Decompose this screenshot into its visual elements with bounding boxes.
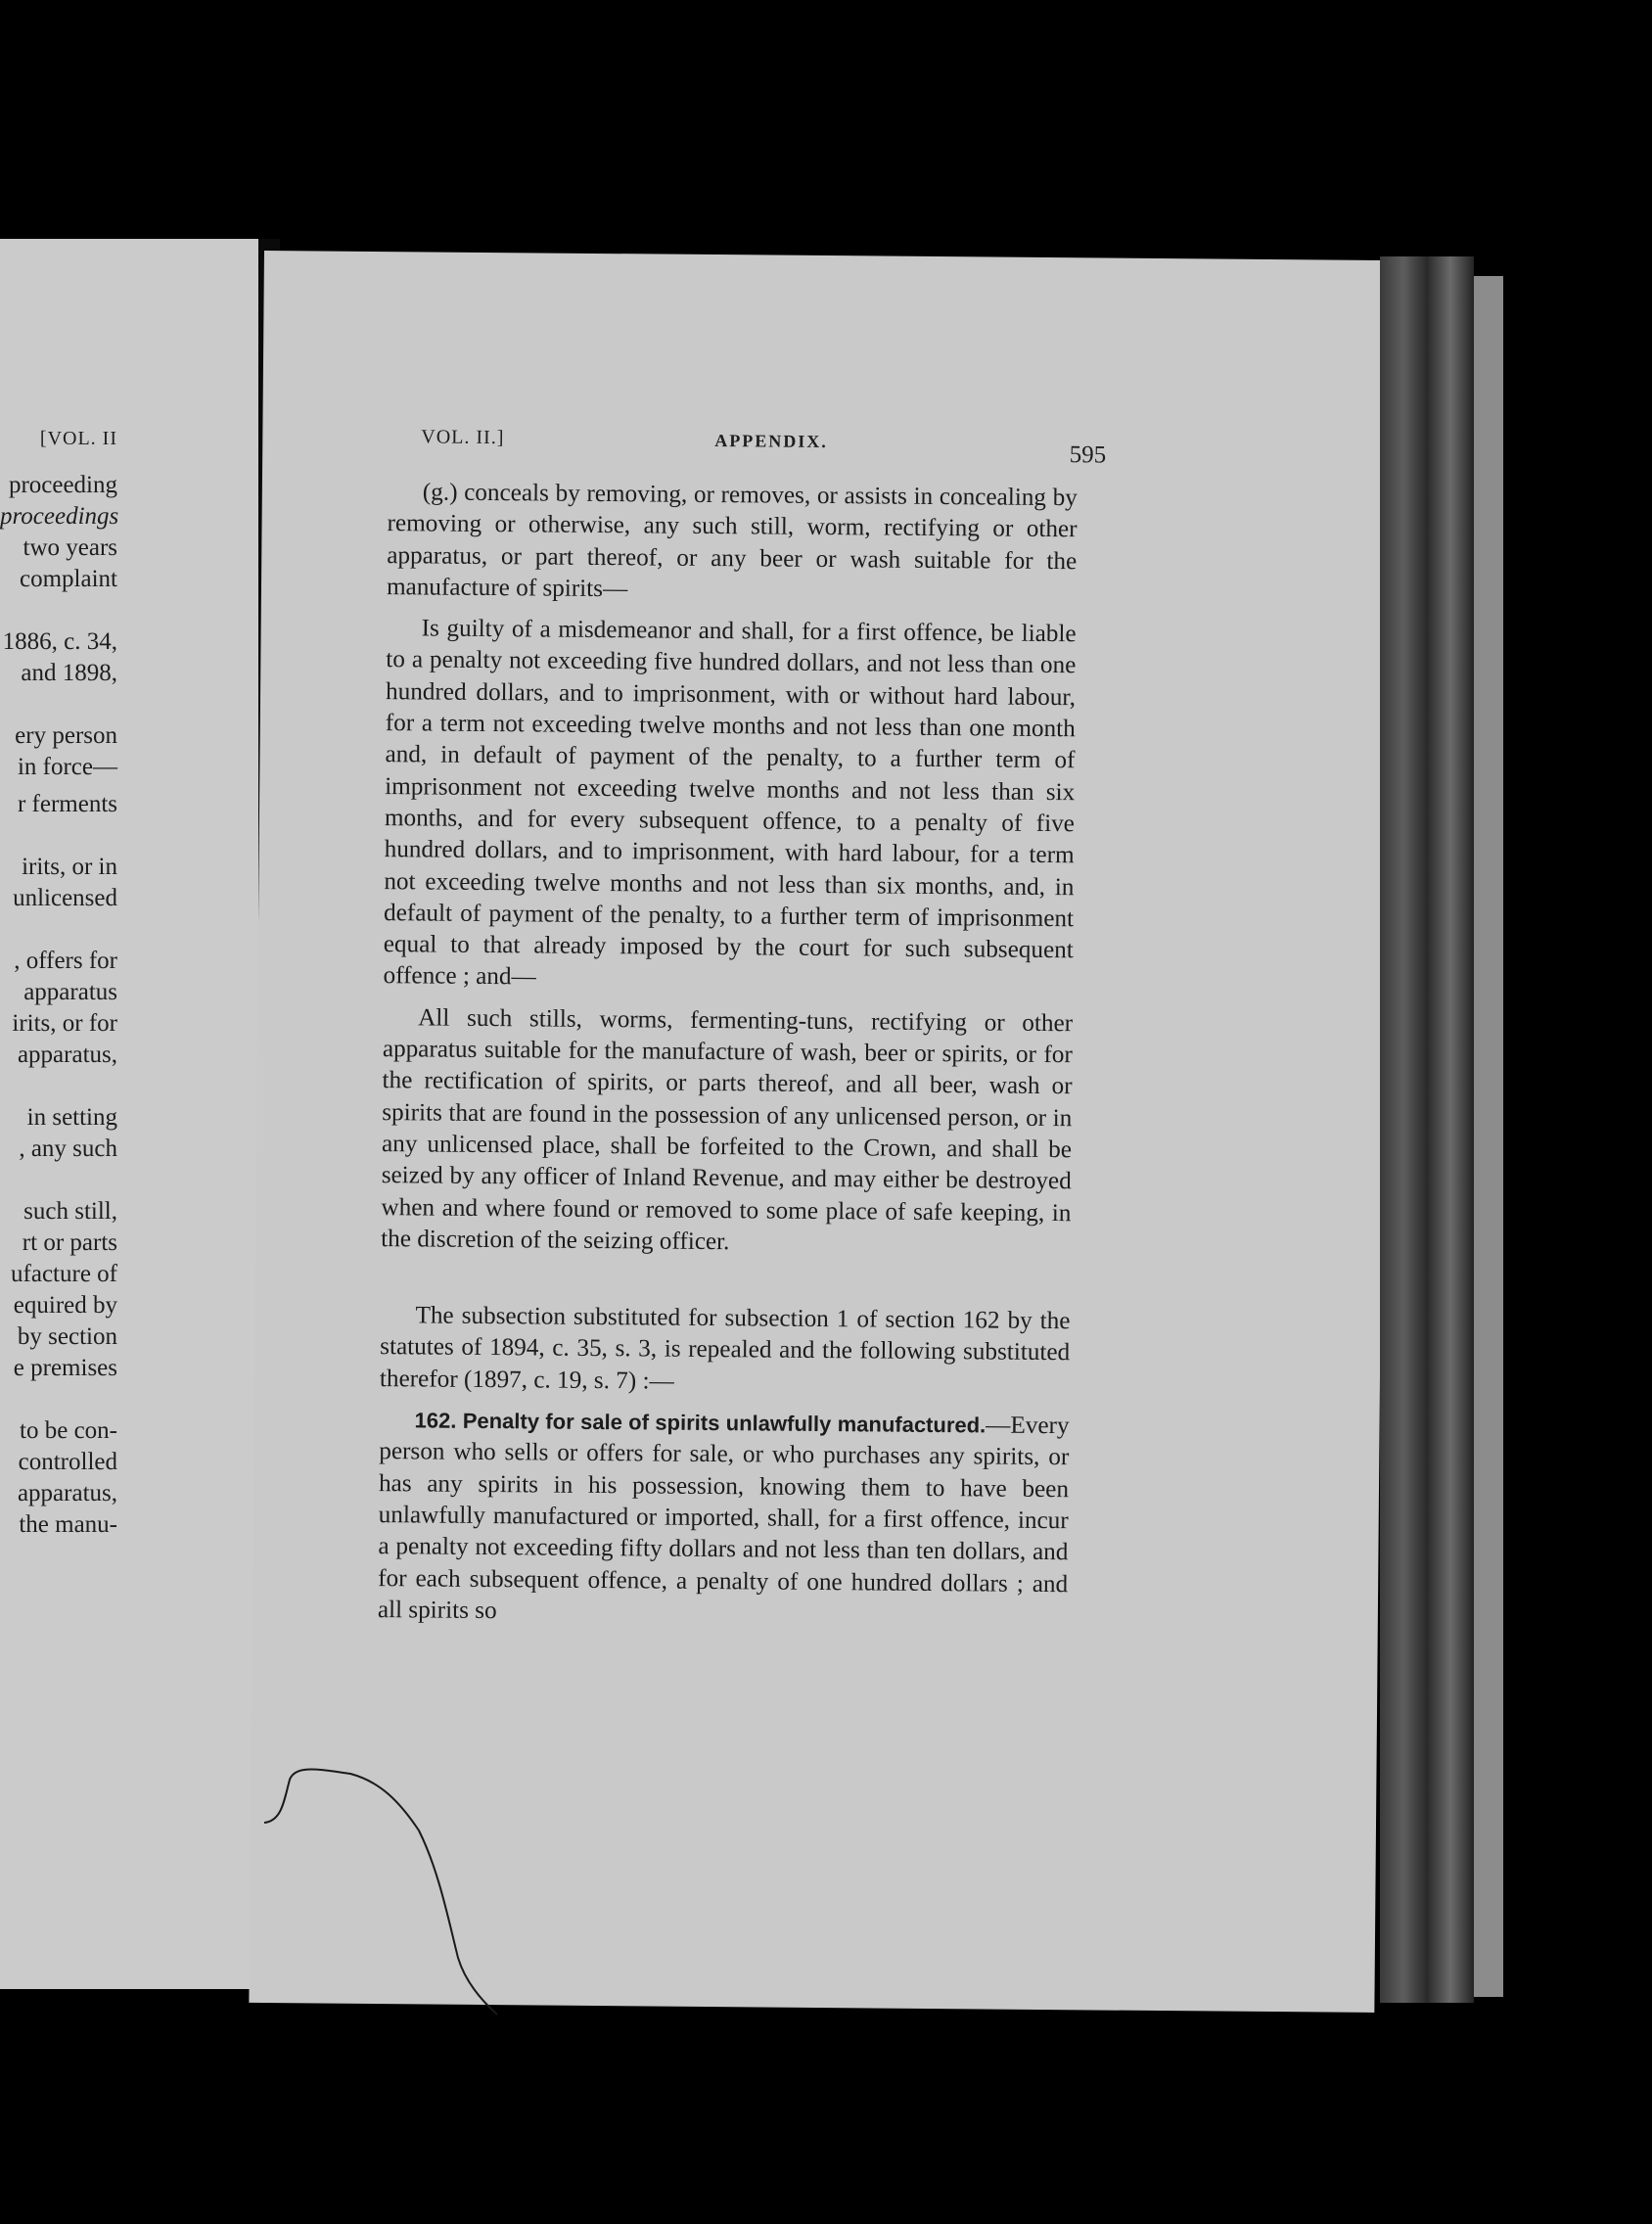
page-header [421,426,1106,471]
left-line [0,914,117,946]
left-line [0,595,117,626]
section-body: —Every person who sells or offers for sale, or who purchases any spirits, or has any spirits in his possession, knowing them to have been unlawfully manufactured or imported, shall, for a first offence, incur a penalty not exceeding fifty dollars and not less than ten dollars, and for each subsequent offence, a penalty of one hundred dollars ; and all spirits so [377,1412,1070,1624]
section-heading: 162. Penalty for sale of spirits unlawfully manufactured. [414,1408,987,1438]
left-line [0,1165,117,1196]
page-body [378,477,1078,1642]
left-line [0,820,117,852]
left-line: in force— [17,754,117,780]
left-line: rt or parts [22,1229,117,1256]
left-line: the manu- [19,1511,117,1538]
left-line: e premises [13,1355,117,1381]
left-line: irits, or for [12,1010,117,1037]
paragraph-penalty: Is guilty of a misdemeanor and shall, for a first offence, be liable to a penalty not exceeding five hundred dollars, and not less than one hundred dollars, and to imprisonment, with or without hard labour, for a term not exceeding twelve months and not less than one month and, in default of payment of the penalty, to a further term of imprisonment not exceeding twelve months and not less than six months, and for every subsequent offence, to a penalty of five hundred dollars, and to imprisonment, with hard labour, for a term not exceeding twelve months and not less than six months, and, in default of payment of the penalty, to a further term of imprisonment equal to that already imposed by the court for such subsequent offence ; and— [383,615,1077,991]
left-line: , offers for [14,948,117,974]
left-line: , any such [19,1135,117,1162]
left-line: apparatus, [17,1480,117,1506]
left-line [0,1071,117,1102]
left-line: controlled [18,1449,117,1475]
right-page [249,251,1390,2013]
book-outer-strip [1474,276,1503,1997]
left-line: ery person [15,722,117,749]
left-line: irits, or in [22,854,117,880]
left-line: in setting [26,1104,117,1131]
paragraph-amendment-note: The subsection substituted for subsection 1 of section 162 by the statutes of 1894, c. 35, s. 3, is repealed and the following substituted therefor (1897, c. 19, s. 7) :— [379,1302,1071,1395]
left-line: unlicensed [13,885,117,911]
left-line: proceedings [0,503,119,530]
paragraph-section-162 [378,1405,1070,1632]
left-page [0,239,258,1989]
left-line: 1886, c. 34, [2,628,117,655]
left-line: such still, [23,1198,117,1225]
page-number: 595 [1069,441,1107,469]
left-line: and 1898, [21,660,117,686]
left-line: apparatus [23,979,117,1005]
left-line: apparatus, [17,1042,117,1068]
left-line [0,689,117,720]
left-line [0,1384,117,1415]
left-line: equired by [13,1292,117,1319]
scratch-mark [262,1762,556,2016]
left-line: proceeding [8,472,117,498]
volume-label: VOL. II.] [421,426,505,449]
paragraph-g-clause: (g.) conceals by removing, or removes, or assists in concealing by removing or otherwise, any such still, worm, rectifying or other apparatus, or part thereof, or any beer or wash suitable for the manufacture of spirits— [386,479,1078,603]
left-line: by section [17,1323,117,1350]
left-line: complaint [20,566,117,592]
paragraph-forfeiture: All such stills, worms, fermenting-tuns, rectifying or other apparatus suitable for the manufacture of wash, beer or spirits, or for the rectification of spirits, or parts thereof, and all beer, wash or spirits that are found in the possession of any unlicensed person, or in any unlicensed place, shall be forfeited to the Crown, and shall be seized by any officer of Inland Revenue, and may either be destroyed when and where found or removed to some place of safe keeping, in the discretion of the seizing officer. [381,1004,1074,1256]
left-page-text [0,423,117,1541]
running-title: APPENDIX. [714,431,828,452]
book-page-edges [1380,256,1474,2003]
left-line: ufacture of [11,1261,117,1287]
left-page-header: [VOL. II [39,428,117,449]
left-line: two years [23,534,117,561]
left-line: r ferments [17,791,117,817]
left-line: to be con- [20,1417,117,1444]
